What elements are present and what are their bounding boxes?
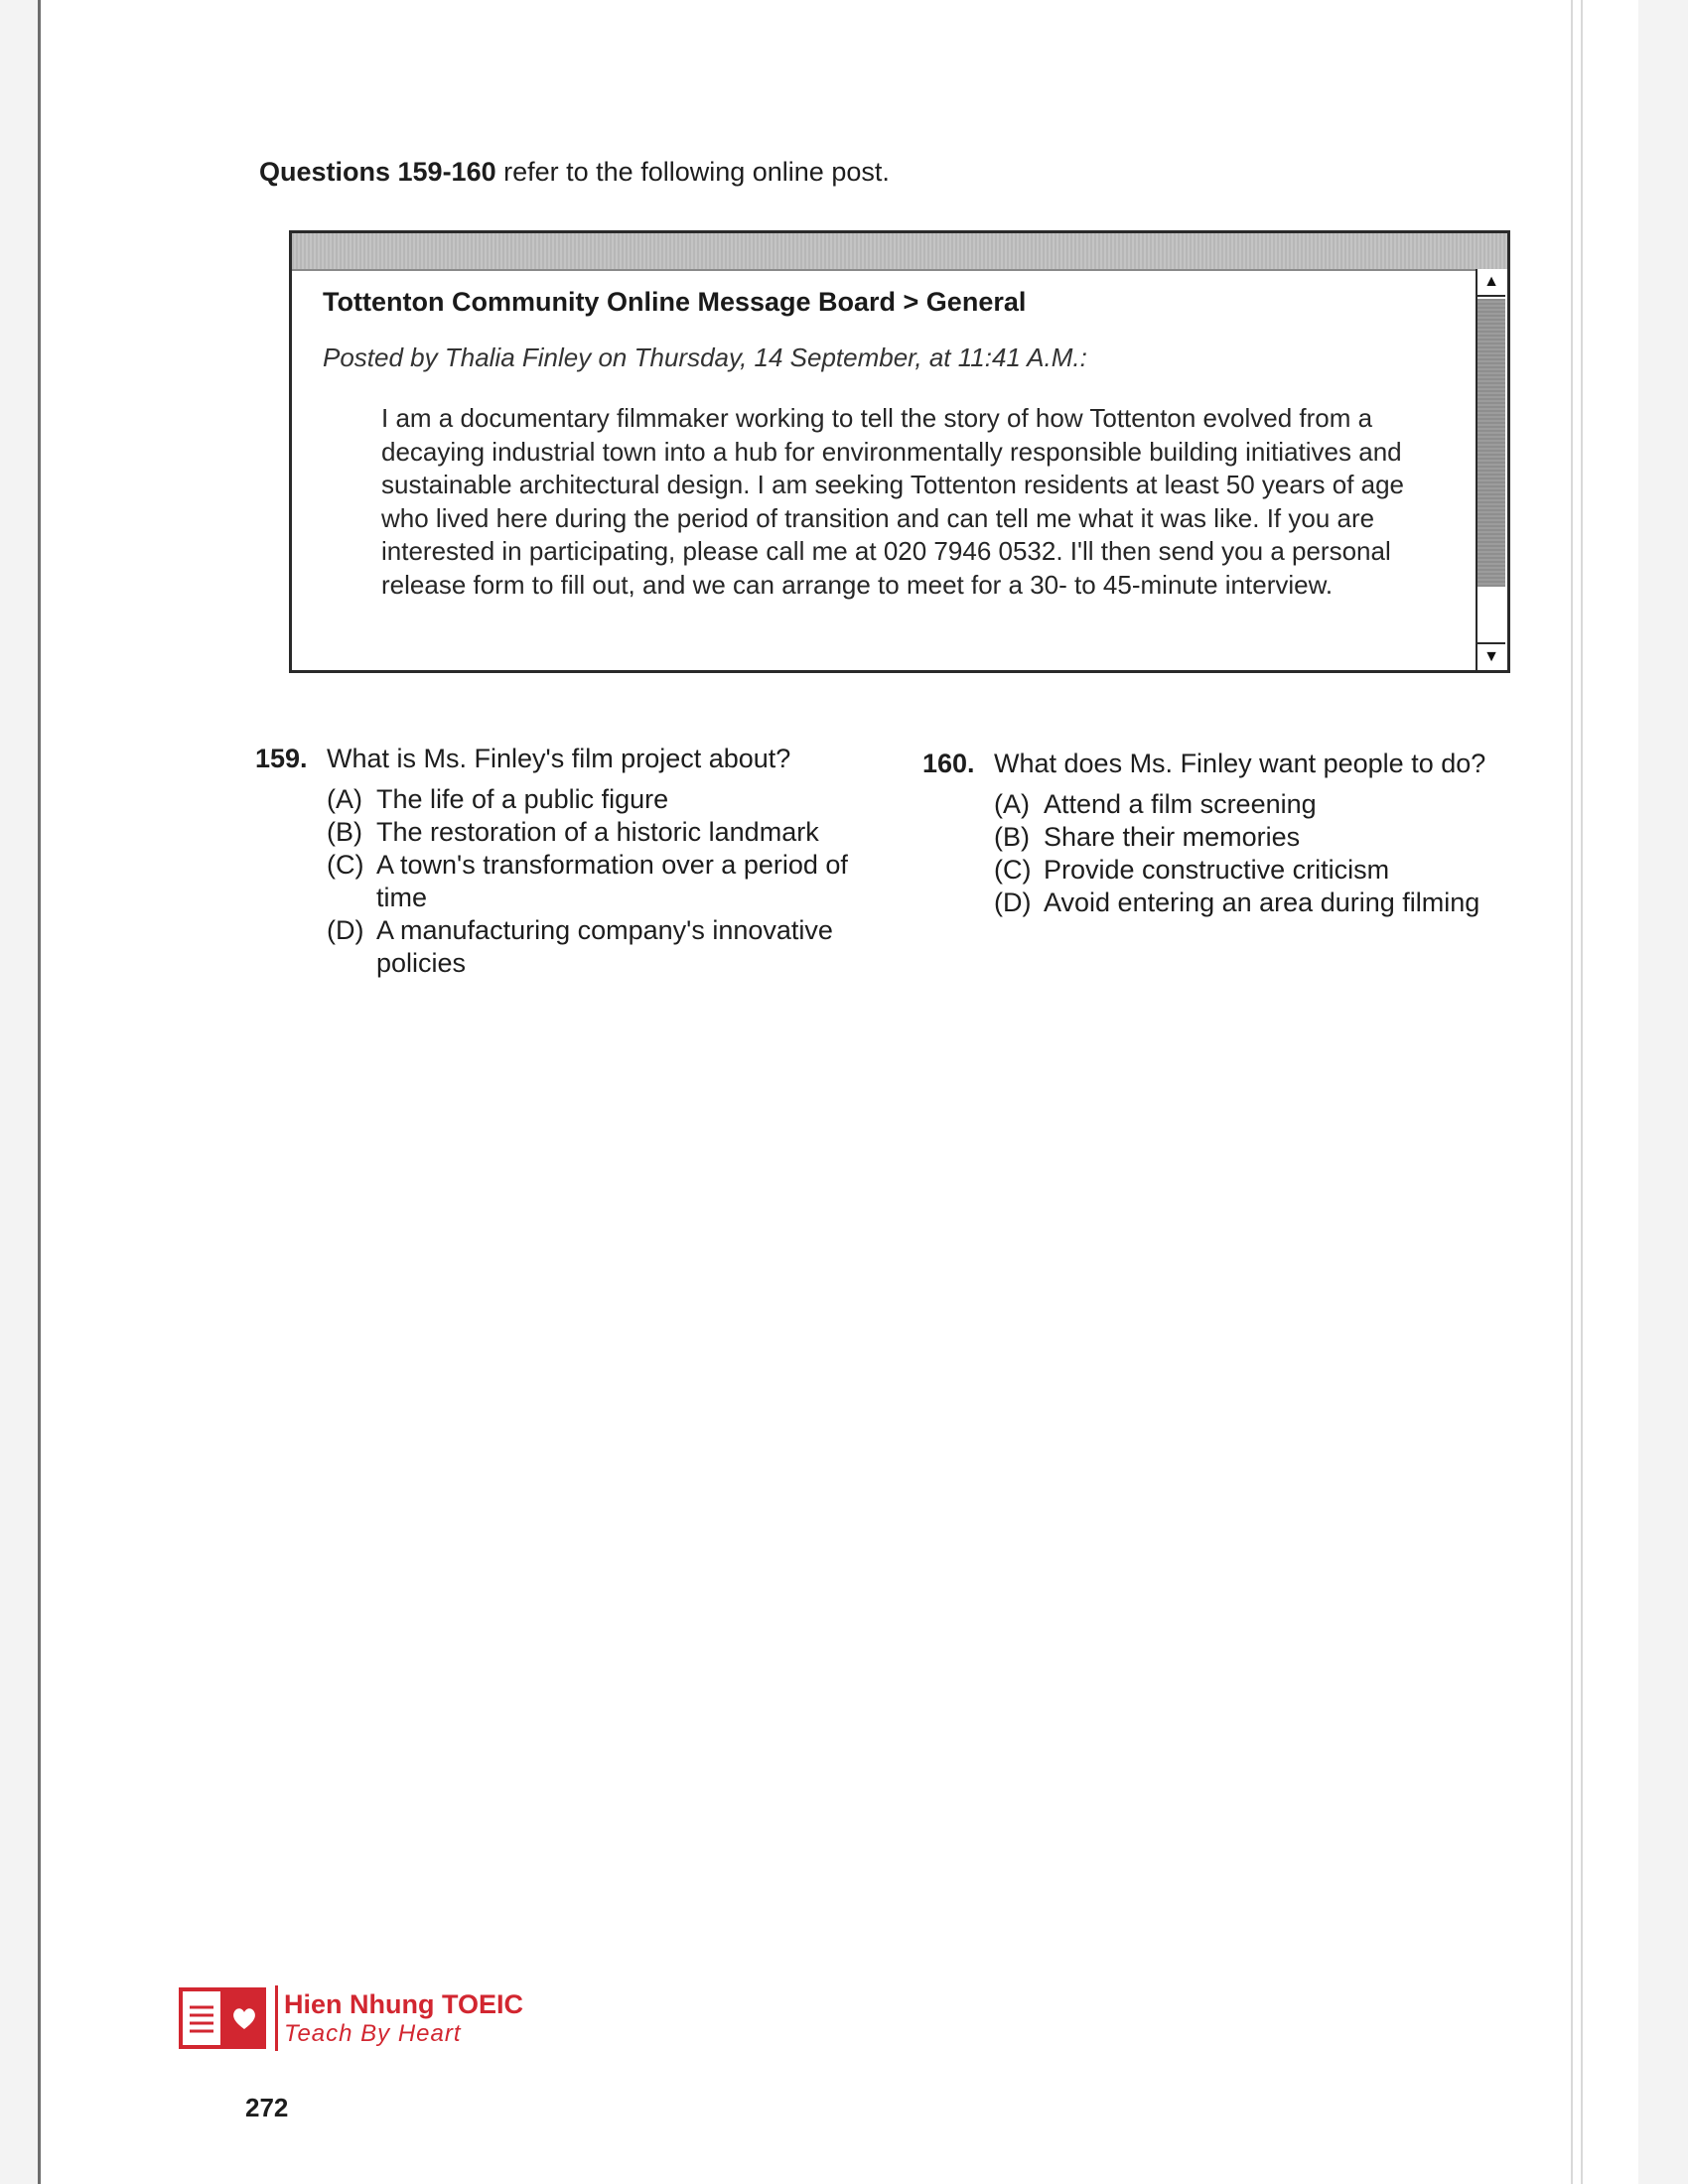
page-edge-line [1581, 0, 1583, 2184]
answer-option-d[interactable] [327, 914, 871, 980]
answer-option-c[interactable] [994, 854, 1538, 887]
answer-option-b[interactable] [327, 816, 871, 849]
open-book-heart-icon [178, 1983, 269, 2053]
answer-option-a[interactable] [994, 788, 1538, 821]
window-titlebar [292, 233, 1507, 271]
option-letter: (C) [994, 855, 1032, 885]
questions-intro [259, 157, 890, 188]
option-letter: (B) [994, 822, 1030, 852]
document-page [38, 0, 1638, 2184]
answer-option-a[interactable] [327, 783, 871, 816]
intro-text: refer to the following online post. [495, 157, 890, 187]
option-letter: (A) [994, 789, 1030, 819]
option-text: The restoration of a historic landmark [376, 817, 819, 847]
option-letter: (D) [994, 887, 1032, 917]
option-letter: (B) [327, 817, 362, 847]
board-title: Tottenton Community Online Message Board > General [323, 287, 1027, 317]
option-letter: (C) [327, 850, 364, 880]
scroll-up-icon[interactable]: ▲ [1477, 269, 1505, 297]
questions-range: Questions 159-160 [259, 157, 496, 187]
question-number: 160. [922, 749, 975, 778]
brand-tagline: Teach By Heart [284, 2020, 462, 2047]
option-letter: (A) [327, 784, 362, 814]
question-159 [255, 743, 871, 980]
logo-divider [275, 1985, 278, 2051]
question-text: What does Ms. Finley want people to do? [994, 749, 1486, 778]
publisher-logo [178, 1983, 523, 2053]
answer-options [327, 783, 871, 980]
question-160 [922, 748, 1538, 919]
option-text: Provide constructive criticism [1044, 855, 1390, 885]
scrollbar[interactable] [1476, 269, 1507, 670]
answer-options [994, 788, 1538, 919]
page-edge-line [1571, 0, 1573, 2184]
answer-option-c[interactable] [327, 849, 871, 914]
answer-option-d[interactable] [994, 887, 1538, 919]
option-text: Avoid entering an area during filming [1044, 887, 1480, 917]
option-letter: (D) [327, 915, 364, 945]
answer-option-b[interactable] [994, 821, 1538, 854]
option-text: The life of a public figure [376, 784, 669, 814]
question-text: What is Ms. Finley's film project about? [327, 744, 791, 773]
post-body: I am a documentary filmmaker working to tell the story of how Tottenton evolved from a decaying industrial town into a hub for environmentally responsible building initiatives and sustainable architectural design. I am seeking Tottenton residents at least 50 years of age who lived here during the period of transition and can tell me what it was like. If you are interested in participating, please call me at 020 7946 0532. I'll then send you a personal release form to fill out, and we can arrange to meet for a 30- to 45-minute interview. [381, 403, 1405, 600]
page-number: 272 [245, 2093, 289, 2122]
scroll-thumb[interactable] [1477, 299, 1505, 587]
option-text: A manufacturing company's innovative policies [376, 915, 833, 978]
question-number: 159. [255, 744, 308, 773]
online-post-window [289, 230, 1510, 673]
scroll-down-icon[interactable]: ▼ [1477, 642, 1505, 670]
option-text: Attend a film screening [1044, 789, 1317, 819]
option-text: Share their memories [1044, 822, 1301, 852]
logo-text [284, 1988, 523, 2048]
brand-name: Hien Nhung TOEIC [284, 1989, 523, 2019]
option-text: A town's transformation over a period of time [376, 850, 848, 912]
post-byline: Posted by Thalia Finley on Thursday, 14 September, at 11:41 A.M.: [323, 342, 1087, 372]
